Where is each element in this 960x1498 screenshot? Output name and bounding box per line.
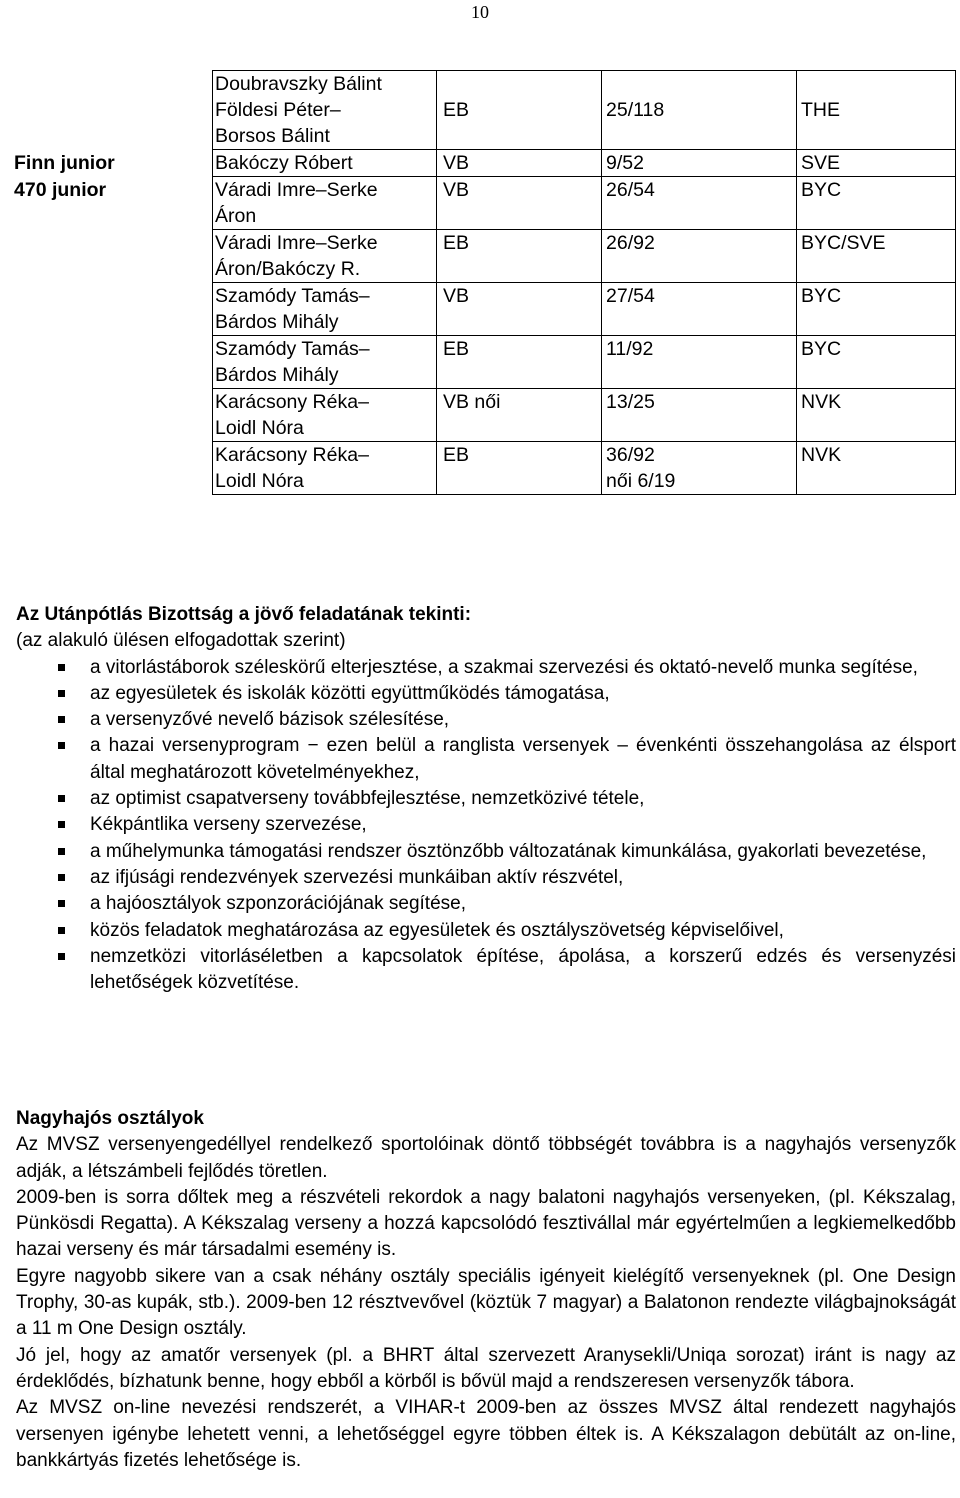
square-bullet-icon — [58, 716, 65, 723]
placement-cell: 27/54 — [602, 283, 797, 336]
placement-cell: 13/25 — [602, 389, 797, 442]
paragraph: Az MVSZ on-line nevezési rendszerét, a VIHAR-t 2009-ben az összes MVSZ által rendezett nagyhajós versenyen igénybe lehetett venni, a lehetőséggel egyre többen éltek is. A Kékszalagon debütált az on-line, bankkártyás fizetés lehetősége is. — [16, 1397, 956, 1471]
boat-class-cell — [8, 283, 213, 336]
square-bullet-icon — [58, 848, 65, 855]
list-item — [16, 891, 956, 917]
committee-task-list — [16, 655, 956, 997]
boat-class-cell: 470 junior — [14, 178, 107, 201]
crew-cell: Karácsony Réka– Loidl Nóra — [213, 389, 437, 442]
square-bullet-icon — [58, 953, 65, 960]
paragraph: Jó jel, hogy az amatőr versenyek (pl. a BHRT által szervezett Aranysekli/Uniqa sorozat) iránt is nagy az érdeklődés, bízhatunk benne, hogy ebből a körből is bővül majd a rendszeresen versenyzők tábora. — [16, 1344, 956, 1392]
placement-cell: 11/92 — [602, 336, 797, 389]
crew-cell: Karácsony Réka– Loidl Nóra — [213, 442, 437, 495]
table-row — [8, 442, 956, 495]
big-boats-section — [16, 1106, 956, 1474]
page-number: 10 — [471, 2, 489, 22]
list-item — [16, 681, 956, 707]
committee-subheading: (az alakuló ülésen elfogadottak szerint) — [16, 630, 346, 652]
square-bullet-icon — [58, 874, 65, 881]
crew-cell: Váradi Imre–Serke Áron/Bakóczy R. — [213, 230, 437, 283]
paragraph: Egyre nagyobb sikere van a csak néhány osztály speciális igényeit kielégítő versenyeknek (pl. One Design Trophy, 30-as kupák, stb.). 2009-ben 12 résztvevővel (köztük 7 magyar) a Balatonon rendezte világbajnokságát a 11 m One Design osztály. — [16, 1265, 956, 1340]
square-bullet-icon — [58, 821, 65, 828]
list-item — [16, 655, 956, 681]
square-bullet-icon — [58, 795, 65, 802]
club-cell: THE — [797, 71, 956, 150]
boat-class-cell — [8, 230, 213, 283]
list-item-text: nemzetközi vitorláséletben a kapcsolatok építése, ápolása, a korszerű edzés és versenyzési lehetőségek közvetítése. — [90, 945, 956, 994]
event-cell: VB — [437, 150, 602, 177]
list-item-text: az optimist csapatverseny továbbfejlesztése, nemzetközivé tétele, — [90, 788, 645, 810]
table-row — [8, 389, 956, 442]
big-boats-heading: Nagyhajós osztályok — [16, 1108, 204, 1129]
event-cell: VB női — [437, 389, 602, 442]
square-bullet-icon — [58, 927, 65, 934]
list-item-text: a hazai versenyprogram − ezen belül a ranglista versenyek – évenkénti összehangolása az élsport által meghatározott követelményekhez, — [90, 735, 956, 783]
event-cell: EB — [437, 230, 602, 283]
club-cell: SVE — [797, 150, 956, 177]
club-cell: BYC/SVE — [797, 230, 956, 283]
placement-cell: 26/54 — [602, 177, 797, 230]
placement-cell: 9/52 — [602, 150, 797, 177]
boat-class-cell: Finn junior — [14, 151, 115, 174]
placement-cell: 26/92 — [602, 230, 797, 283]
list-item-text: a műhelymunka támogatási rendszer ösztönzőbb változatának kimunkálása, gyakorlati bevezetése, — [90, 840, 927, 862]
list-item — [16, 944, 956, 997]
event-cell: EB — [437, 71, 602, 150]
boat-class-cell — [8, 336, 213, 389]
crew-cell: Szamódy Tamás– Bárdos Mihály — [213, 336, 437, 389]
placement-cell: 25/118 — [602, 71, 797, 150]
committee-section — [16, 602, 956, 996]
event-cell: VB — [437, 177, 602, 230]
paragraph: Az MVSZ versenyengedéllyel rendelkező sportolóinak döntő többségét továbbra is a nagyhajós versenyzők adják, a létszámbeli fejlődés töretlen. — [16, 1134, 956, 1182]
table-row — [8, 71, 956, 150]
square-bullet-icon — [58, 900, 65, 907]
list-item-text: az egyesületek és iskolák közötti együttműködés támogatása, — [90, 682, 610, 704]
club-cell: BYC — [797, 336, 956, 389]
boat-class-cell — [8, 389, 213, 442]
results-table — [8, 70, 956, 495]
crew-cell: Bakóczy Róbert — [213, 150, 437, 177]
list-item-text: a hajóosztályok szponzorációjának segítése, — [90, 893, 467, 915]
list-item — [16, 812, 956, 838]
club-cell: NVK — [797, 442, 956, 495]
square-bullet-icon — [58, 664, 65, 671]
event-cell: VB — [437, 283, 602, 336]
paragraph: 2009-ben is sorra dőltek meg a részvételi rekordok a nagy balatoni nagyhajós versenyeken, (pl. Kékszalag, Pünkösdi Regatta). A Kékszalag verseny a hozzá kapcsolódó fesztivállal már egyértelműen a legkiemelkedőbb hazai verseny és már társadalmi esemény is. — [16, 1186, 956, 1261]
crew-cell: Szamódy Tamás– Bárdos Mihály — [213, 283, 437, 336]
list-item-text: közös feladatok meghatározása az egyesületek és osztályszövetség képviselőivel, — [90, 919, 784, 941]
list-item-text: a versenyzővé nevelő bázisok szélesítése, — [90, 709, 450, 731]
table-row — [8, 150, 956, 177]
list-item — [16, 839, 956, 865]
list-item-text: Kékpántlika verseny szervezése, — [90, 814, 367, 836]
list-item — [16, 733, 956, 786]
list-item — [16, 918, 956, 944]
table-row — [8, 336, 956, 389]
club-cell: BYC — [797, 283, 956, 336]
club-cell: NVK — [797, 389, 956, 442]
table-row — [8, 283, 956, 336]
square-bullet-icon — [58, 690, 65, 697]
committee-heading: Az Utánpótlás Bizottság a jövő feladatának tekinti: — [16, 604, 472, 625]
event-cell: EB — [437, 442, 602, 495]
placement-cell: 36/92 női 6/19 — [602, 442, 797, 495]
club-cell: BYC — [797, 177, 956, 230]
table-row — [8, 177, 956, 230]
boat-class-cell — [8, 71, 213, 150]
table-row — [8, 230, 956, 283]
square-bullet-icon — [58, 742, 65, 749]
list-item — [16, 786, 956, 812]
crew-cell: Doubravszky Bálint Földesi Péter– Borsos Bálint — [213, 71, 437, 150]
boat-class-cell — [8, 442, 213, 495]
list-item — [16, 707, 956, 733]
event-cell: EB — [437, 336, 602, 389]
crew-cell: Váradi Imre–Serke Áron — [213, 177, 437, 230]
list-item — [16, 865, 956, 891]
list-item-text: a vitorlástáborok széleskörű elterjesztése, a szakmai szervezési és oktató-nevelő munka segítése, — [90, 656, 918, 678]
list-item-text: az ifjúsági rendezvények szervezési munkáiban aktív részvétel, — [90, 866, 624, 888]
